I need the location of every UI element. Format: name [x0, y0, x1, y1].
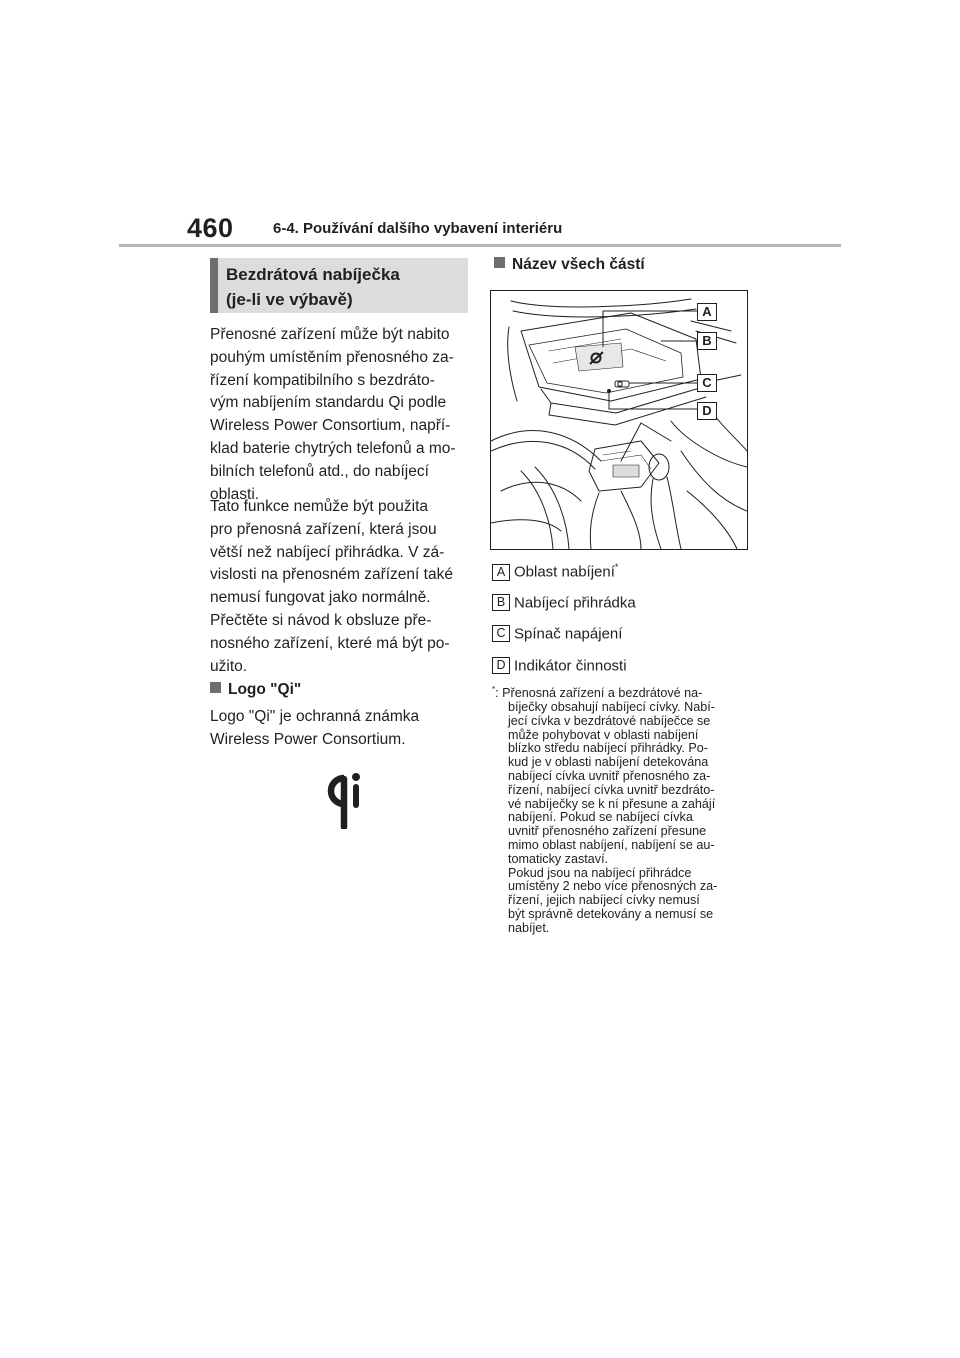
page-number: 460 [187, 213, 234, 243]
charger-illustration [490, 290, 748, 550]
footnote-line: Pokud jsou na nabíjecí přihrádce [508, 865, 692, 880]
footnote-line: být správně detekovány a nemusí se [508, 906, 714, 921]
footnote-line: uvnitř přenosného zařízení přesune [508, 824, 707, 839]
callout-a: A [697, 303, 717, 321]
text-line: Přenosné zařízení může být nabito [210, 326, 450, 343]
footnote-line: mimo oblast nabíjení, nabíjení se au- [508, 837, 715, 852]
logo-heading-text: Logo "Qi" [228, 681, 302, 698]
text-line: klad baterie chytrých telefonů a mo- [210, 439, 456, 457]
legend-item [492, 562, 636, 594]
text-line: Logo "Qi" je ochranná známka [210, 708, 420, 725]
footnote-line: jecí cívka v bezdrátové nabíječce se [508, 713, 711, 728]
footnote-line: řízení, jejich nabíjecí cívky nemusí [508, 893, 700, 908]
footnote-line: umístěny 2 nebo více přenosných za- [508, 879, 718, 894]
text-line: vým nabíjením standardu Qi podle [210, 394, 447, 412]
text-line: nemusí fungovat jako normálně. [210, 589, 431, 607]
text-line: Přečtěte si návod k obsluze pře- [210, 611, 432, 629]
footnote-line: může pohybovat v oblasti nabíjení [508, 727, 699, 742]
footnote-marker: * [492, 685, 496, 694]
legend-letter: A [492, 564, 510, 581]
text-line: nosného zařízení, které má být po- [210, 634, 450, 652]
callout-b: B [697, 332, 717, 350]
footnote-text: : Přenosná zařízení a bezdrátové na- [495, 686, 703, 701]
text-line: Wireless Power Consortium, napří- [210, 417, 451, 435]
footnote-line: řízení, nabíjecí cívka uvnitř bezdráto- [508, 782, 715, 797]
legend-label: Oblast nabíjení [514, 563, 615, 581]
footnote-line: nabíjet. [508, 920, 550, 935]
parts-heading-text: Název všech částí [512, 256, 645, 273]
intro-paragraph [210, 324, 456, 506]
limitation-paragraph [210, 496, 453, 678]
text-line: vislosti na přenosném zařízení také [210, 566, 453, 584]
text-line: pouhým umístěním přenosného za- [210, 348, 454, 366]
callout-c: C [697, 374, 717, 392]
legend-letter: C [492, 625, 510, 642]
logo-paragraph [210, 706, 419, 752]
footnote-line: blízko středu nabíjecí přihrádky. Po- [508, 741, 708, 756]
footnote [492, 683, 754, 936]
logo-heading [210, 681, 301, 699]
section-title-line: Bezdrátová nabíječka [226, 265, 400, 284]
callout-d: D [697, 402, 717, 420]
parts-heading [494, 256, 645, 274]
footnote-line [492, 683, 754, 701]
legend-letter: B [492, 594, 510, 611]
legend-label: Nabíjecí přihrádka [514, 593, 636, 611]
legend-letter: D [492, 657, 510, 674]
chapter-title: 6-4. Používání dalšího vybavení interiéru [273, 220, 563, 237]
footnote-line: vé nabíječky se k ní přesune a zahájí [508, 796, 716, 811]
text-line: Wireless Power Consortium. [210, 730, 406, 748]
footnote-line: bíječky obsahují nabíjecí cívky. Nabí- [508, 699, 715, 714]
section-title-box [210, 258, 468, 313]
text-line: bilních telefonů atd., do nabíjecí [210, 462, 429, 480]
square-bullet-icon [210, 682, 221, 693]
text-line: větší než nabíjecí přihrádka. V zá- [210, 543, 445, 561]
footnote-line: tomaticky zastaví. [508, 851, 609, 866]
footnote-line: nabíjení. Pokud se nabíjecí cívka [508, 810, 693, 825]
section-title-line: (je-li ve výbavě) [226, 290, 353, 309]
qi-logo-icon [310, 765, 370, 829]
footnote-marker: * [614, 562, 619, 572]
square-bullet-icon [494, 257, 505, 268]
text-line: Tato funkce nemůže být použita [210, 498, 428, 515]
parts-legend [492, 562, 636, 688]
text-line: užito. [210, 657, 248, 675]
console-drawing [491, 291, 747, 549]
footnote-line: kud je v oblasti nabíjení detekována [508, 755, 709, 770]
legend-label: Spínač napájení [514, 625, 623, 643]
legend-item [492, 625, 636, 657]
text-line: řízení kompatibilního s bezdráto- [210, 371, 435, 389]
legend-label: Indikátor činnosti [514, 656, 627, 674]
text-line: pro přenosná zařízení, která jsou [210, 520, 437, 538]
footnote-line: nabíjecí cívka uvnitř přenosného za- [508, 768, 711, 783]
legend-item [492, 594, 636, 626]
text-line: oblasti. [210, 485, 260, 503]
header-divider [119, 244, 841, 247]
